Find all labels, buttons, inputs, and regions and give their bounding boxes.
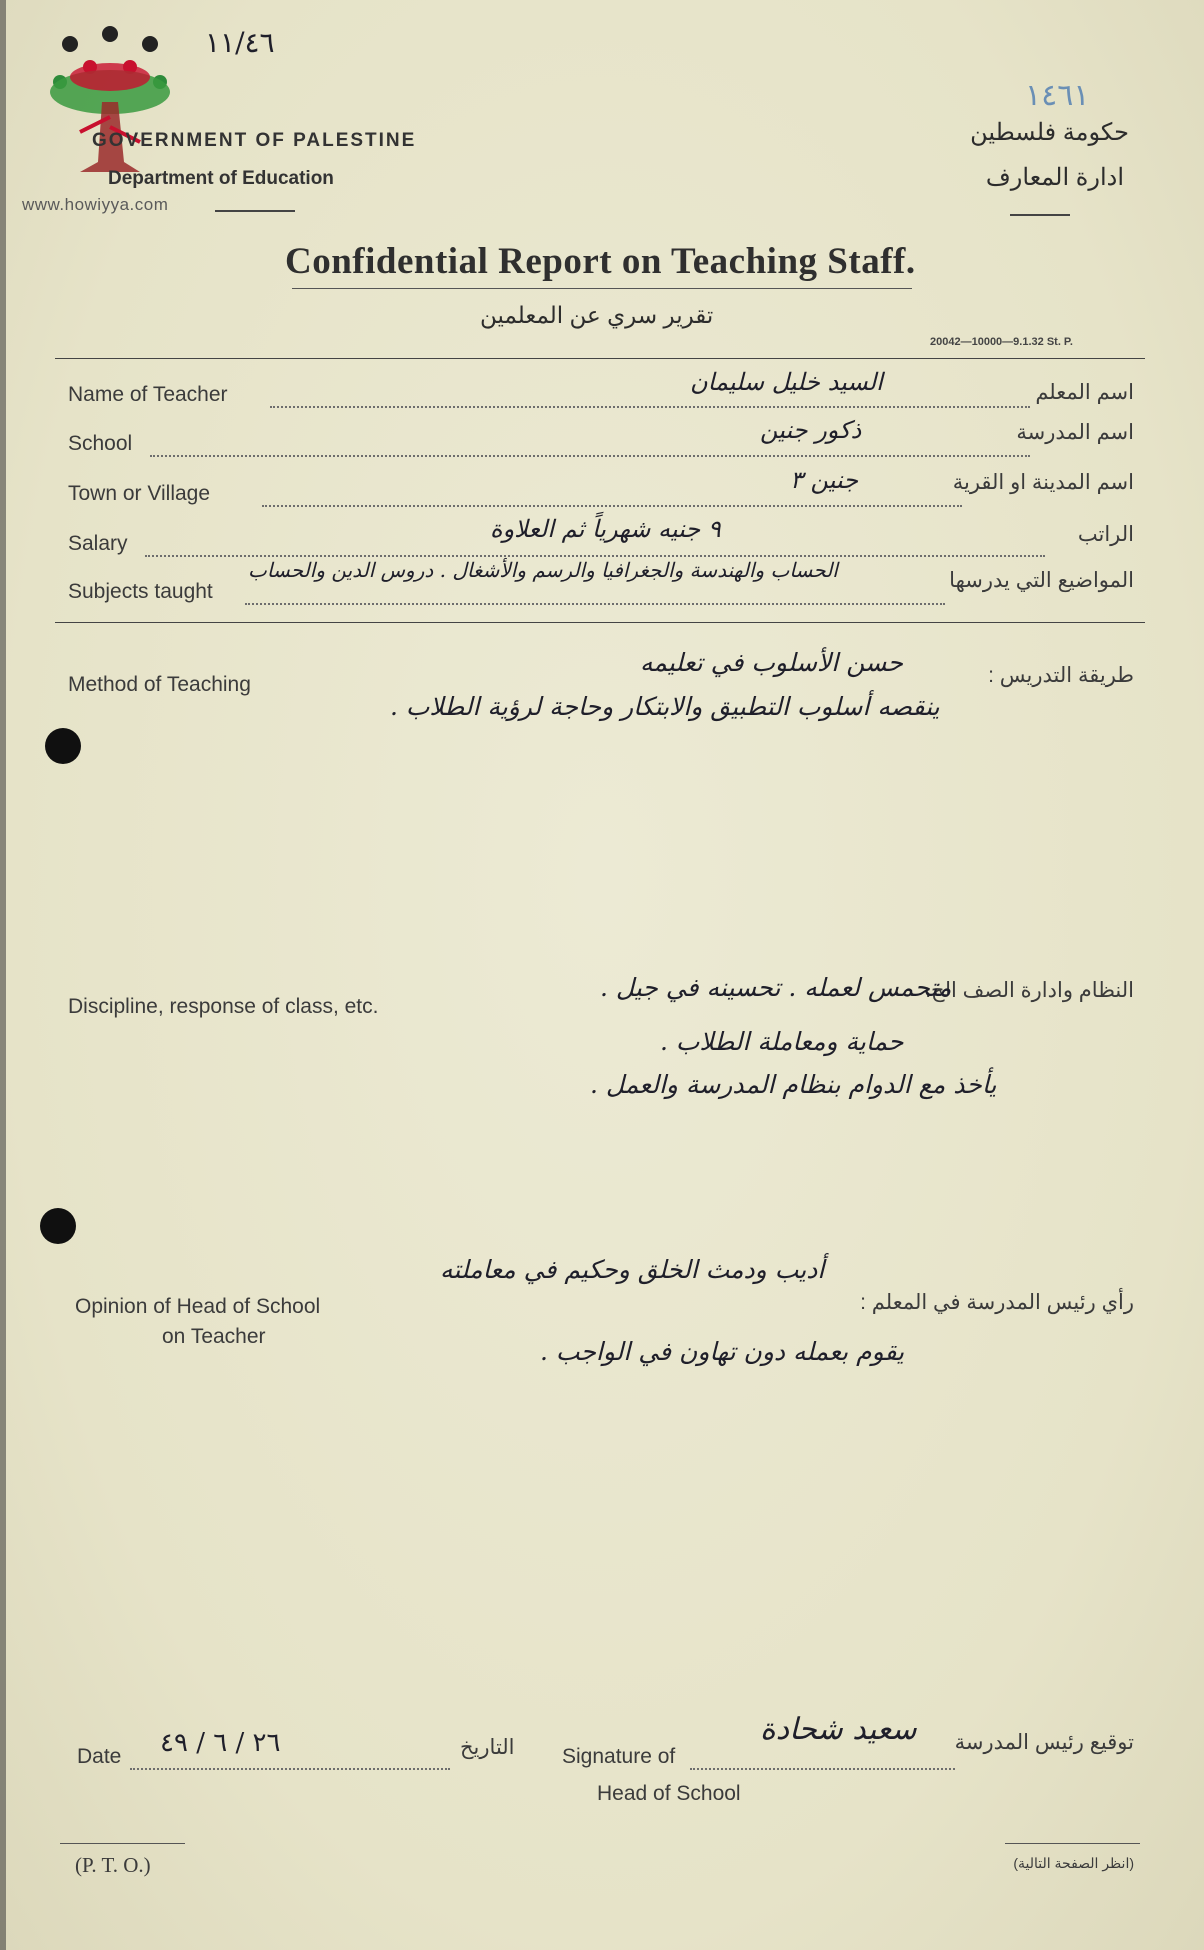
field-label-en: Salary [68, 532, 128, 555]
reference-number: ١١/٤٦ [205, 26, 275, 59]
registry-number: ١٤٦١ [1025, 78, 1090, 113]
pto-label-ar: (انظر الصفحة التالية) [1013, 1855, 1134, 1871]
field-label-ar: اسم المدينة او القرية [952, 471, 1134, 494]
howiyya-logo-icon [40, 22, 180, 182]
report-title-ar: تقرير سري عن المعلمين [480, 302, 714, 328]
field-value: جنين ٣ [790, 466, 859, 494]
field-value: ذكور جنين [760, 416, 862, 444]
section-label-ar: رأي رئيس المدرسة في المعلم : [860, 1291, 1134, 1314]
section-label-ar: النظام وادارة الصف الخ. [925, 979, 1134, 1002]
field-dotted-line [270, 406, 1030, 408]
punch-hole-mark [45, 728, 81, 764]
handwritten-line: ينقصه أسلوب التطبيق والابتكار وحاجة لرؤية الطلاب . [390, 692, 940, 721]
section-label-en: Discipline, response of class, etc. [68, 995, 379, 1018]
section-label-en-2: on Teacher [162, 1325, 266, 1348]
department-title-ar: ادارة المعارف [985, 164, 1124, 191]
field-dotted-line [245, 603, 945, 605]
title-underline [292, 288, 912, 289]
date-label-en: Date [77, 1745, 122, 1768]
field-value: ٩ جنيه شهرياً ثم العلاوة [490, 515, 721, 543]
handwritten-line: حماية ومعاملة الطلاب . [660, 1027, 904, 1056]
handwritten-line: متحمس لعمله . تحسينه في جيل . [600, 973, 952, 1002]
field-value: الحساب والهندسة والجغرافيا والرسم والأشغال . دروس الدين والحساب [248, 558, 838, 582]
report-title-en: Confidential Report on Teaching Staff. [285, 241, 916, 282]
watermark-url: www.howiyya.com [22, 195, 169, 214]
field-label-en: Subjects taught [68, 580, 213, 603]
field-label-ar: المواضيع التي يدرسها [949, 569, 1134, 592]
scan-edge [0, 0, 6, 1950]
handwritten-line: حسن الأسلوب في تعليمه [640, 648, 903, 677]
fields-bottom-rule [55, 622, 1145, 623]
field-label-ar: اسم المدرسة [1016, 421, 1134, 444]
signature-sublabel-en: Head of School [597, 1782, 741, 1805]
signature-value: سعيد شحادة [760, 1712, 917, 1747]
print-code: 20042—10000—9.1.32 St. P. [930, 336, 1073, 348]
field-label-ar: الراتب [1077, 523, 1134, 546]
signature-label-ar: توقيع رئيس المدرسة [954, 1731, 1134, 1754]
section-label-en: Opinion of Head of School [75, 1295, 321, 1318]
pto-rule-left [60, 1843, 185, 1844]
field-dotted-line [262, 505, 962, 507]
field-value: السيد خليل سليمان [690, 368, 883, 396]
date-dotted-line [130, 1768, 450, 1770]
field-label-ar: اسم المعلم [1035, 381, 1134, 404]
header-rule-right [1010, 214, 1070, 216]
handwritten-line: أديب ودمث الخلق وحكيم في معاملته [440, 1255, 825, 1284]
field-label-en: School [68, 432, 133, 455]
handwritten-line: يأخذ مع الدوام بنظام المدرسة والعمل . [590, 1070, 997, 1099]
pto-rule-right [1005, 1843, 1140, 1844]
field-dotted-line [150, 455, 1030, 457]
field-dotted-line [145, 555, 1045, 557]
handwritten-line: يقوم بعمله دون تهاون في الواجب . [540, 1337, 905, 1366]
section-label-ar: طريقة التدريس : [988, 664, 1134, 687]
government-title-en: GOVERNMENT OF PALESTINE [92, 130, 417, 151]
header-rule-left [215, 210, 295, 212]
punch-hole-mark [40, 1208, 76, 1244]
date-label-ar: التاريخ [460, 1736, 515, 1759]
signature-dotted-line [690, 1768, 955, 1770]
section-label-en: Method of Teaching [68, 673, 251, 696]
date-value: ٢٦ / ٦ / ٤٩ [160, 1728, 281, 1758]
field-label-en: Town or Village [68, 482, 211, 505]
fields-top-rule [55, 358, 1145, 359]
pto-label-en: (P. T. O.) [75, 1853, 151, 1877]
signature-label-en: Signature of [562, 1745, 676, 1768]
department-title-en: Department of Education [108, 168, 334, 189]
field-label-en: Name of Teacher [68, 383, 228, 406]
government-title-ar: حكومة فلسطين [970, 119, 1129, 146]
